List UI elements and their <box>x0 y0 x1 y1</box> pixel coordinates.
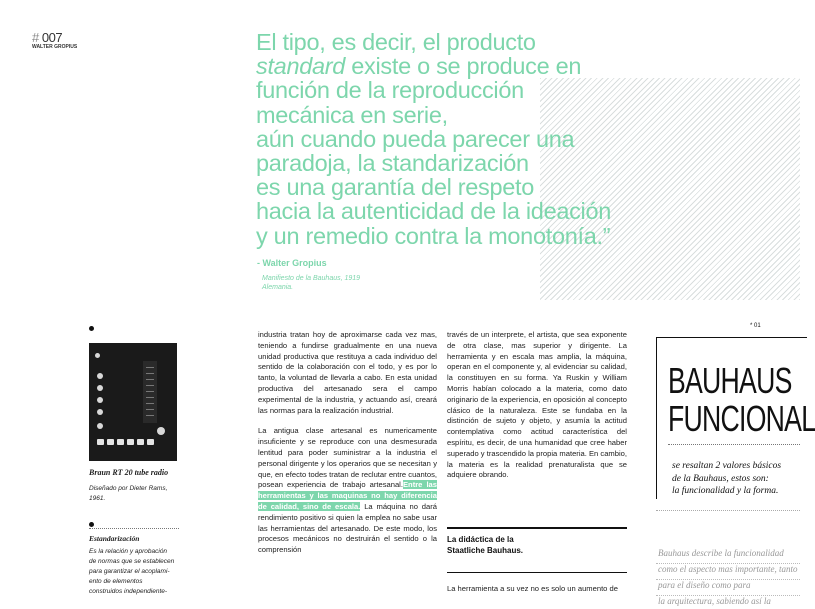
radio-button-icon <box>147 439 154 445</box>
image-caption-line: 1961. <box>89 495 106 502</box>
knob-icon <box>97 373 103 379</box>
section-rule <box>447 527 627 529</box>
sidebar-body-line: Es la relación y aprobación <box>89 548 168 555</box>
page-number <box>32 30 77 50</box>
sidebar-body-line: para garantizar el acoplami- <box>89 568 170 575</box>
page-tag: WALTER GROPIUS <box>32 44 78 50</box>
feature-body-line: para el diseño como para <box>658 580 751 590</box>
knob-icon <box>97 423 103 429</box>
quote-line: y un remedio contra la monotonía.” <box>256 222 611 249</box>
tuning-scale <box>143 361 157 423</box>
subheading-line: La didáctica de la <box>447 535 514 544</box>
radio-button-icon <box>107 439 114 445</box>
sidebar-body-line: construidos independiente- <box>89 588 168 595</box>
vertical-rule <box>656 459 657 499</box>
tuning-knob-icon <box>157 427 165 435</box>
paragraph <box>258 426 437 556</box>
subheading-line: Staatliche Bauhaus. <box>447 546 524 555</box>
quote-source <box>262 274 360 292</box>
hash-symbol: # <box>32 30 39 45</box>
quote-line <box>256 54 676 78</box>
radio-button-icon <box>117 439 124 445</box>
quote-line: es una garantía del respeto <box>256 174 535 201</box>
knob-icon <box>97 409 103 415</box>
paragraph-text: La máquina no dará rendimiento positivo si quien la emplea no sabe usar las herramientas del artesanado. De este modo, los procesos mecánicos no destruirán el sentido o la comprensión <box>258 501 437 555</box>
pull-quote <box>256 30 676 248</box>
sidebar-body-line: ento de elementos <box>89 578 143 585</box>
quote-line: hacia la autenticidad de la ideación <box>256 198 612 225</box>
feature-subtitle-line: de la Bauhaus, estos son: <box>672 473 769 484</box>
feature-title-line: BAUHAUS <box>668 360 792 401</box>
divider <box>89 528 179 529</box>
radio-button-icon <box>127 439 134 445</box>
feature-body-line: Bauhaus describe la funcionalidad <box>658 548 784 558</box>
quote-line: paradoja, la standarización <box>256 150 529 177</box>
quote-author: - Walter Gropius <box>257 258 327 268</box>
quote-source-line: Alemania. <box>262 284 294 291</box>
divider <box>656 510 800 511</box>
knob-icon <box>97 385 103 391</box>
body-column-2 <box>447 330 627 491</box>
paragraph: La herramienta a su vez no es solo un aumento de <box>447 584 618 593</box>
sidebar-body <box>89 547 174 597</box>
feature-title-line: FUNCIONAL <box>668 398 815 439</box>
quote-line: mecánica en serie, <box>256 101 448 128</box>
bullet-icon <box>89 522 94 527</box>
section-subheading <box>447 534 523 556</box>
quote-line: El tipo, es decir, el producto <box>256 29 536 55</box>
feature-body <box>658 545 797 609</box>
image-caption-line: Diseñado por Dieter Rams, <box>89 485 168 492</box>
quote-line: función de la reproducción <box>256 77 524 104</box>
feature-body-line: la arquitectura, sabiendo así la <box>658 596 771 606</box>
section-rule <box>447 572 627 573</box>
paragraph: industria tratan hoy de aproximarse cada vez mas, teniendo a fundirse gradualmente en una nueva unidad productiva que restituya a cada individuo del sentido de la colaboración con el todo, y es por lo tanto, la voluntad de llevarla a cabo. En esta unidad productiva del artesanado sera el campo experimental de la industria, y actuando así, creará las normas para la realización industrial. <box>258 330 437 415</box>
feature-marker: * 01 <box>750 323 761 329</box>
paragraph-text: La antigua clase artesanal es numericamente insuficiente y se reproduce con una desmesurada lentitud para poder suministrar a la industria el personal dirigente y los operarios que se necesitan y que, en efecto todes tratan de reclutar entre cuantos, posean experiencia de trabajo artesanal. <box>258 426 437 490</box>
knob-icon <box>97 397 103 403</box>
quote-emphasis: standard <box>256 53 346 80</box>
quote-line-rest: existe o se produce en <box>345 53 582 80</box>
radio-button-icon <box>97 439 104 445</box>
feature-subtitle-line: la funcionalidad y la forma. <box>672 486 779 496</box>
bullet-icon <box>89 326 94 331</box>
paragraph: través de un interprete, el artista, que sea exponente de otra clase, mas superior y dirigente. La herramienta y en escala mas amplia, la máquina, operan en el componente y, al evidenciar su calidad, la constituyen en su forma. Ya Ruskin y William Morris habían colocado a la materia, como dato originario de la experiencia, en oposición al concepto clásico de la naturaleza. Este se fundaba en la distinción de sujeto y objeto, y asumía la actitud contemplativa como actitud característica del espíritu, es decir, de una humanidad que cree haber superado y trascendido la propia materia. En cambio, la materia es la realidad prenaturalista que se adquiere obrando. <box>447 330 627 480</box>
feature-body-line: como el aspecto mas importante, tanto <box>658 564 798 574</box>
image-caption-title: Braun RT 20 tube radio <box>89 468 169 477</box>
page-number-value: 007 <box>41 30 63 45</box>
feature-subtitle <box>672 460 781 498</box>
divider <box>668 444 800 445</box>
feature-subtitle-line: se resaltan 2 valores básicos <box>672 461 782 471</box>
image-caption <box>89 484 167 504</box>
knob-icon <box>95 353 100 358</box>
quote-source-line: Manifiesto de la Bauhaus, 1919 <box>262 275 361 282</box>
feature-title <box>668 362 815 438</box>
sidebar-body-line: de normas que se establecen <box>89 558 175 565</box>
highlighted-text: Entre las herramientas y las maquinas no hay diferencia de calidad, sino de escala. <box>258 480 438 511</box>
sidebar-heading: Estandarización <box>89 534 140 543</box>
body-column-1 <box>258 330 437 566</box>
radio-button-icon <box>137 439 144 445</box>
radio-image <box>89 343 177 461</box>
quote-line: aún cuando pueda parecer una <box>256 125 575 152</box>
